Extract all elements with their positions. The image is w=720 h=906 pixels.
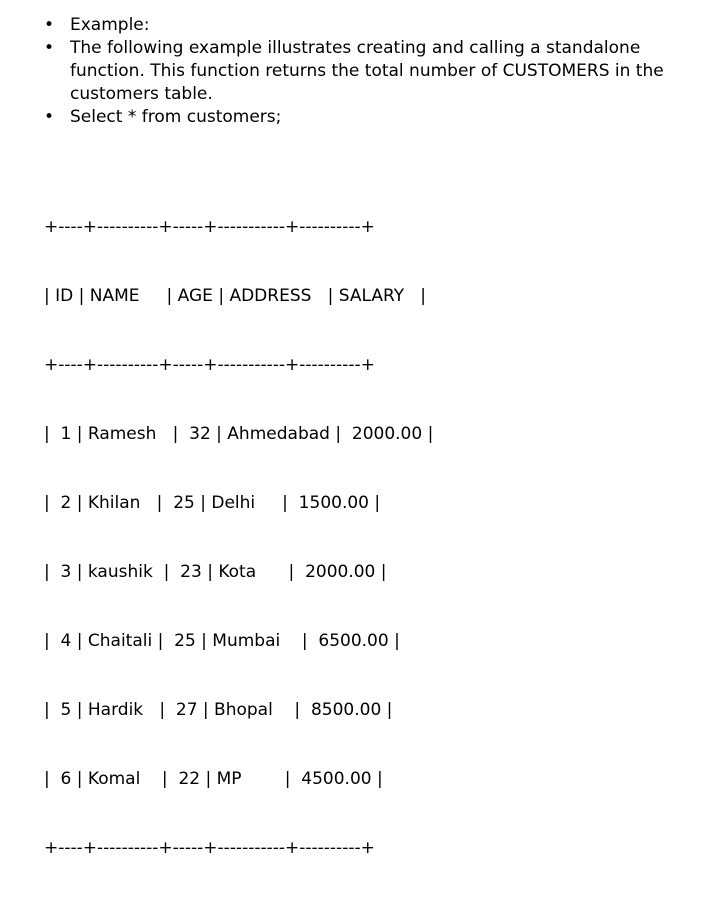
table-header-row: | ID | NAME | AGE | ADDRESS | SALARY | — [44, 286, 427, 306]
bullet-marker: • — [44, 15, 55, 35]
bullet-text: Example: — [70, 15, 150, 35]
customers-table-output — [44, 170, 433, 906]
bullet-marker: • — [44, 107, 55, 127]
bullet-marker: • — [44, 38, 55, 58]
bullet-item-query — [44, 106, 684, 129]
table-border-line: +----+----------+-----+-----------+----------+ — [44, 217, 375, 237]
bullet-item-example — [44, 14, 684, 37]
table-row: | 6 | Komal | 22 | MP | 4500.00 | — [44, 769, 383, 789]
table-row: | 4 | Chaitali | 25 | Mumbai | 6500.00 | — [44, 631, 400, 651]
table-row: | 5 | Hardik | 27 | Bhopal | 8500.00 | — [44, 700, 393, 720]
bullet-text: The following example illustrates creating and calling a standalone function. This function returns the total number of CUSTOMERS in the customers table. — [70, 38, 664, 104]
bullet-text: Select * from customers; — [70, 107, 282, 127]
table-row: | 2 | Khilan | 25 | Delhi | 1500.00 | — [44, 493, 381, 513]
bullet-item-description — [44, 37, 684, 106]
table-border-line: +----+----------+-----+-----------+----------+ — [44, 355, 375, 375]
table-border-line: +----+----------+-----+-----------+----------+ — [44, 838, 375, 858]
bullet-list — [44, 14, 684, 129]
table-row: | 1 | Ramesh | 32 | Ahmedabad | 2000.00 | — [44, 424, 434, 444]
table-row: | 3 | kaushik | 23 | Kota | 2000.00 | — [44, 562, 387, 582]
